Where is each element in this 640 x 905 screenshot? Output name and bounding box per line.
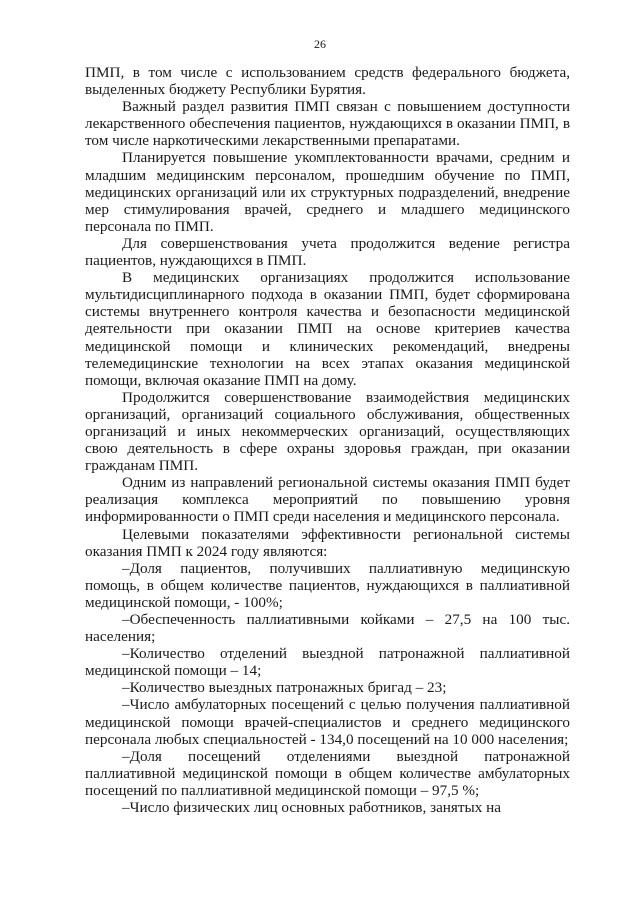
list-item-indicator-3: –Количество отделений выездной патронажной паллиативной медицинской помощи – 14; [85, 645, 570, 680]
list-item-indicator-6: –Доля посещений отделениями выездной патронажной паллиативной медицинской помощи в общем количестве амбулаторных посещений по паллиативной медицинской помощи – 97,5 %; [85, 747, 570, 799]
list-item-indicator-4: –Количество выездных патронажных бригад – 23; [122, 679, 447, 697]
list-item-indicator-2: –Обеспеченность паллиативными койками – 27,5 на 100 тыс. населения; [85, 611, 570, 646]
page-number: 26 [314, 37, 326, 51]
list-item-indicator-5: –Число амбулаторных посещений с целью получения паллиативной медицинской помощи врачей-специалистов и среднего медицинского персонала любых специальностей - 134,0 посещений на 10 000 населения; [85, 696, 570, 748]
list-item-indicator-1: –Доля пациентов, получивших паллиативную медицинскую помощь, в общем количестве пациентов, нуждающихся в паллиативной медицинской помощи, - 100%; [85, 559, 570, 611]
paragraph-8: Целевыми показателями эффективности региональной системы оказания ПМП к 2024 году являются: [85, 525, 570, 560]
paragraph-5: В медицинских организациях продолжится использование мультидисциплинарного подхода в оказании ПМП, будет сформирована системы внутреннего контроля качества и безопасности медицинской деятельности при оказании ПМП на основе критериев качества медицинской помощи и клинических рекомендаций, внедрены телемедицинские технологии на всех этапах оказания медицинской помощи, включая оказание ПМП на дому. [85, 269, 570, 389]
paragraph-7: Одним из направлений региональной системы оказания ПМП будет реализация комплекса мероприятий по повышению уровня информированности о ПМП среди населения и медицинского персонала. [85, 474, 570, 526]
paragraph-2: Важный раздел развития ПМП связан с повышением доступности лекарственного обеспечения пациентов, нуждающихся в оказании ПМП, в том числе наркотическими лекарственными препаратами. [85, 98, 570, 150]
paragraph-4: Для совершенствования учета продолжится ведение регистра пациентов, нуждающихся в ПМП. [85, 234, 570, 270]
paragraph-6: Продолжится совершенствование взаимодействия медицинских организаций, организаций социального обслуживания, общественных организаций и иных некоммерческих организаций, осуществляющих свою деятельность в сфере охраны здоровья граждан, при оказании гражданам ПМП. [85, 388, 570, 475]
paragraph-1: ПМП, в том числе с использованием средств федерального бюджета, выделенных бюджету Республики Бурятия. [85, 64, 570, 99]
paragraph-3: Планируется повышение укомплектованности врачами, средним и младшим медицинским персоналом, прошедшим обучение по ПМП, медицинских организаций или их структурных подразделений, внедрение мер стимулирования врачей, среднего и младшего медицинского персонала по ПМП. [85, 149, 570, 235]
list-item-indicator-7: –Число физических лиц основных работников, занятых на [122, 799, 502, 817]
document-body [85, 64, 570, 816]
